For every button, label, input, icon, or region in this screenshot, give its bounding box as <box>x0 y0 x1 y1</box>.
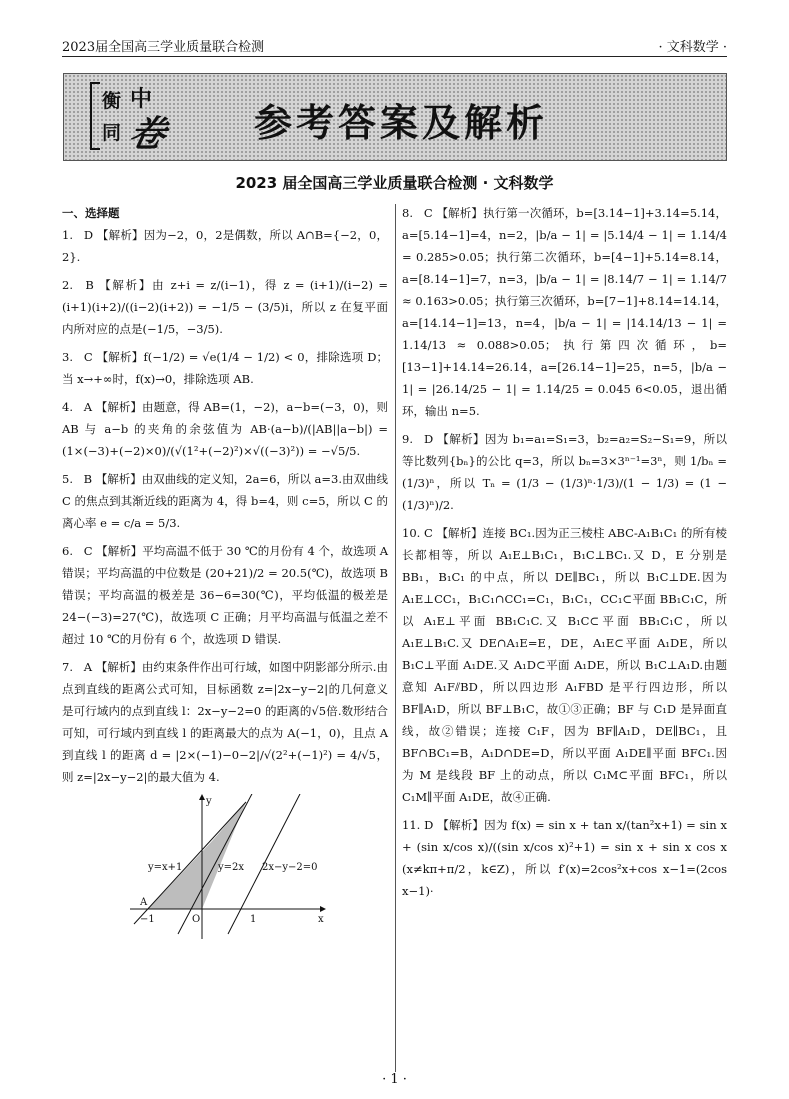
item-number: 1. <box>62 228 73 242</box>
column-divider <box>395 204 396 1072</box>
item-number: 4. <box>62 400 73 414</box>
section-heading: 一、选择题 <box>62 206 120 220</box>
origin-label: O <box>192 914 201 925</box>
item-number: 8. <box>402 206 413 220</box>
answer-item-9 <box>402 428 727 516</box>
tick-label-neg1: −1 <box>140 914 155 925</box>
answer-item-7 <box>62 656 388 788</box>
item-text: B 【解析】由双曲线的定义知，2a=6，所以 a=3.由双曲线 C 的焦点到其渐近线的距离为 4，得 b=4，则 c=5，所以 C 的离心率 e = c/a = 5/3. <box>62 472 389 530</box>
answer-item-4 <box>62 396 388 462</box>
logo-char-zhong: 中 <box>130 86 153 112</box>
item-text: D 【解析】因为 f(x) = sin x + tan x/(tan²x+1) = sin x + (sin x/cos x)/((sin x/cos x)²+1) = sin x + sin x cos x (x≠kπ+π/2，k∈Z)，所以 f′(x)=2cos²x+cos x−1=(2cos x−1)· <box>402 818 727 898</box>
logo-bracket <box>90 82 100 150</box>
item-number: 11. <box>402 818 421 832</box>
answer-item-10 <box>402 522 727 808</box>
line-label-y-eq-x-plus-1: y=x+1 <box>148 862 183 873</box>
logo-char-juan: 卷 <box>125 113 170 155</box>
item-text: C 【解析】执行第一次循环，b=[3.14−1]+3.14=5.14，a=[5.14−1]=4，n=2，|b/a − 1| = |5.14/4 − 1| = 1.14/4 = 0.285>0.05；执行第二次循环，b=[4−1]+5.14=8.14，a=[8.14−1]=7，n=3，|b/a − 1| = |8.14/7 − 1| = 1.14/7 ≈ 0.163>0.05；执行第三次循环，b=[7−1]+8.14=14.14，a=[14.14−1]=13，n=4，|b/a − 1| = |14.14/13 − 1| = 1.14/13 ≈ 0.088>0.05；执行第四次循环，b=[13−1]+14.14=26.14，a=[26.14−1]=25，n=5，|b/a − 1| = |26.14/25 − 1| = 1.14/25 = 0.045 6<0.05，退出循环，输出 n=5. <box>402 206 728 418</box>
line-label-2x-y-2: 2x−y−2=0 <box>262 862 318 873</box>
item-text: D 【解析】因为 b₁=a₁=S₁=3，b₂=a₂=S₂−S₁=9，所以等比数列{bₙ}的公比 q=3，所以 bₙ=3×3ⁿ⁻¹=3ⁿ，则 1/bₙ = (1/3)ⁿ，所以 Tₙ = (1/3 − (1/3)ⁿ·1/3)/(1 − 1/3) = (1 − (1/3)ⁿ)/2. <box>402 432 727 512</box>
answer-item-2 <box>62 274 388 340</box>
item-number: 7. <box>62 660 73 674</box>
tick-label-1: 1 <box>250 914 257 925</box>
running-header <box>62 34 727 57</box>
answer-item-1 <box>62 224 388 268</box>
line-label-y-eq-2x: y=2x <box>218 862 245 873</box>
item-number: 9. <box>402 432 413 446</box>
x-axis-arrow <box>320 906 326 912</box>
hengzhong-logo <box>88 80 174 155</box>
item-text: C 【解析】平均高温不低于 30 ℃的月份有 4 个，故选项 A 错误；平均高温的中位数是 (20+21)/2 = 20.5(℃)，故选项 B 错误；平均高温的极差是 36−6=30(℃)，平均低温的极差是 24−(−3)=27(℃)，故选项 C 正确；月平均高温与低温之差不超过 10 ℃的月份有 6 个，故选项 D 错误. <box>62 544 389 646</box>
item-text: C 【解析】f(−1/2) = √e(1/4 − 1/2) < 0，排除选项 D；当 x→+∞时，f(x)→0，排除选项 AB. <box>62 350 389 386</box>
item-text: A 【解析】由题意，得 AB=(1，−2)，a−b=(−3，0)，则 AB 与 a−b 的夹角的余弦值为 AB·(a−b)/(|AB||a−b|) = (1×(−3)+(−2)×0)/(√(1²+(−2)²)×√((−3)²)) = −√5/5. <box>62 400 389 458</box>
answer-item-11 <box>402 814 727 902</box>
answer-banner <box>63 73 727 161</box>
header-subject: · 文科数学 · <box>658 40 727 55</box>
item-text: B 【解析】由 z+i = z/(i−1)，得 z = (i+1)/(i−2) = (i+1)(i+2)/((i−2)(i+2)) = −1/5 − (3/5)i，所以 z 在复平面内所对应的点是(−1/5，−3/5). <box>62 278 388 336</box>
answer-item-3 <box>62 346 388 390</box>
feasible-region-graph <box>120 794 330 944</box>
item-number: 10. <box>402 526 421 540</box>
header-exam-name: 2023届全国高三学业质量联合检测 <box>62 40 265 55</box>
left-column <box>62 202 388 944</box>
answer-item-5 <box>62 468 388 534</box>
item-number: 2. <box>62 278 73 292</box>
right-column <box>402 202 727 908</box>
item-number: 3. <box>62 350 73 364</box>
item-text: A 【解析】由约束条件作出可行域，如图中阴影部分所示.由点到直线的距离公式可知，目标函数 z=|2x−y−2|的几何意义是可行域内的点到直线 l：2x−y−2=0 的距离的√5倍.数形结合可知，可行域内到直线 l 的距离最大的点为 A(−1，0)，且点 A 到直线 l 的距离 d = |2×(−1)−0−2|/√(2²+(−1)²) = 4/√5，则 z=|2x−y−2|的最大值为 4. <box>62 660 388 784</box>
item-text: C 【解析】连接 BC₁.因为正三棱柱 ABC-A₁B₁C₁ 的所有棱长都相等，所以 A₁E⊥B₁C₁，B₁C⊥BC₁.又 D，E 分别是 BB₁，B₁C₁ 的中点，所以 DE∥BC₁，所以 B₁C⊥DE.因为 A₁E⊥CC₁，B₁C₁∩CC₁=C₁，B₁C₁，CC₁⊂平面 BB₁C₁C，所以 A₁E⊥平面 BB₁C₁C.又 B₁C⊂平面 BB₁C₁C，所以 A₁E⊥B₁C.又 DE∩A₁E=E，DE，A₁E⊂平面 A₁DE，所以 B₁C⊥平面 A₁DE.又 A₁D⊂平面 A₁DE，所以 B₁C⊥A₁D.由题意知 A₁F⫽BD，所以四边形 A₁FBD 是平行四边形，所以 BF∥A₁D，所以 BF⊥B₁C，故①③正确；BF 与 C₁D 是异面直线，故②错误；连接 C₁F，因为 BF∥A₁D，DE∥BC₁，且 BF∩BC₁=B，A₁D∩DE=D，所以平面 A₁DE∥平面 BFC₁.因为 M 是线段 BF 上的动点，所以 C₁M⊂平面 BFC₁，所以 C₁M∥平面 A₁DE，故④正确. <box>402 526 728 804</box>
answer-item-8 <box>402 202 727 422</box>
document-title: 2023 届全国高三学业质量联合检测 · 文科数学 <box>235 174 554 192</box>
answer-item-6 <box>62 540 388 650</box>
banner-title: 参考答案及解析 <box>254 101 549 145</box>
logo-char-tong: 同 <box>102 122 122 144</box>
x-axis-label: x <box>318 914 324 925</box>
item-number: 6. <box>62 544 73 558</box>
y-axis-label: y <box>206 796 212 807</box>
y-axis-arrow <box>199 794 205 800</box>
item-text: D 【解析】因为−2，0，2是偶数，所以 A∩B={−2，0，2}. <box>62 228 388 264</box>
point-A-label: A <box>140 897 148 908</box>
item-number: 5. <box>62 472 73 486</box>
logo-char-heng: 衡 <box>102 90 122 112</box>
page-number: · 1 · <box>382 1072 407 1087</box>
